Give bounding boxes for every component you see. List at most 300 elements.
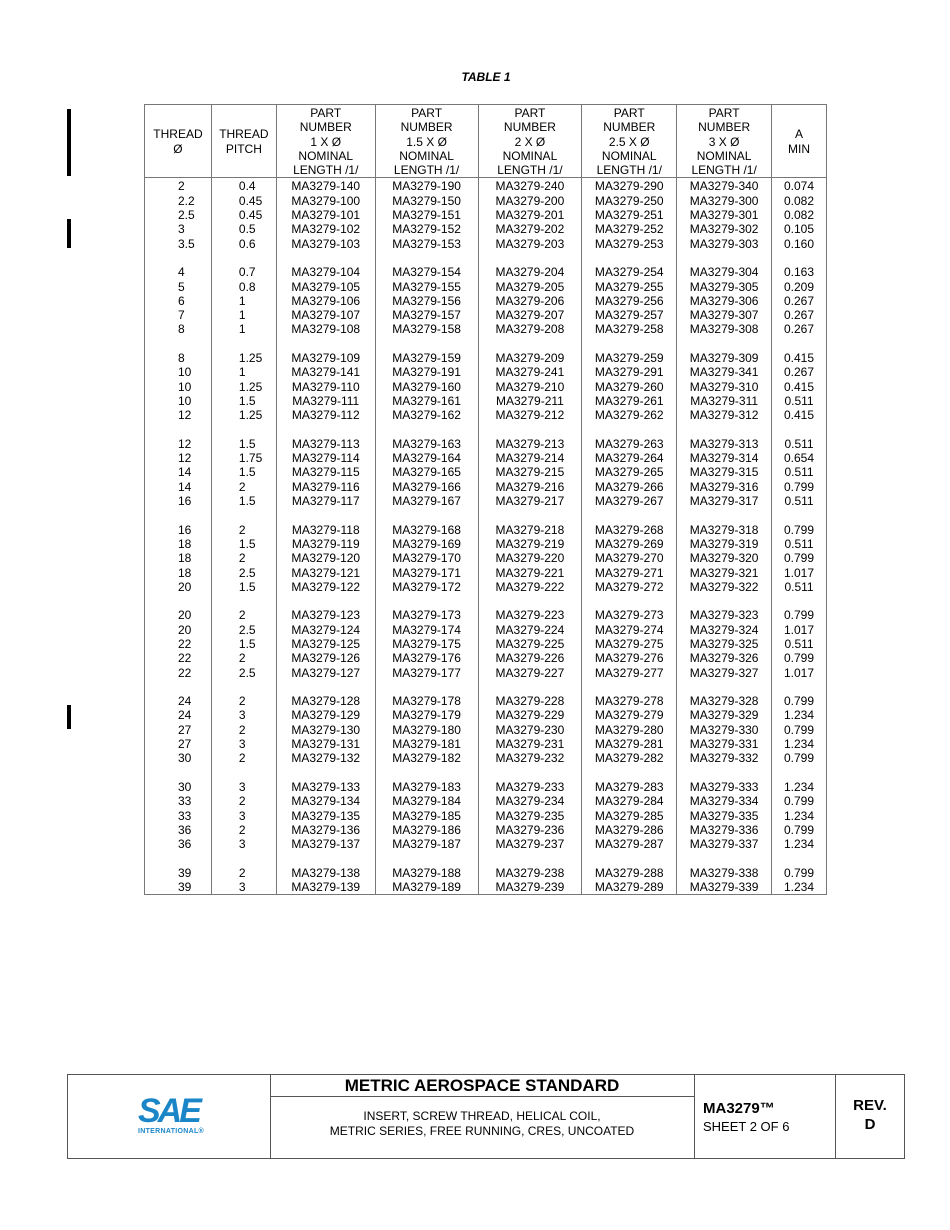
table-row — [145, 794, 827, 808]
spacer-cell — [145, 423, 212, 437]
spacer-cell — [772, 337, 827, 351]
cell-part-number-1-5x: MA3279-173 — [375, 608, 478, 622]
cell-thread-pitch: 1.5 — [211, 394, 276, 408]
cell-part-number-3x: MA3279-316 — [677, 480, 772, 494]
cell-thread-diameter: 10 — [145, 380, 212, 394]
cell-part-number-2-5x: MA3279-287 — [582, 837, 677, 851]
table-row — [145, 408, 827, 422]
cell-thread-diameter: 27 — [145, 723, 212, 737]
cell-part-number-1-5x: MA3279-189 — [375, 880, 478, 895]
cell-part-number-2-5x: MA3279-252 — [582, 222, 677, 236]
table-row — [145, 580, 827, 594]
table-row — [145, 809, 827, 823]
cell-thread-diameter: 30 — [145, 780, 212, 794]
cell-part-number-1x: MA3279-110 — [276, 380, 375, 394]
cell-thread-pitch: 2 — [211, 794, 276, 808]
cell-part-number-2x: MA3279-222 — [478, 580, 582, 594]
spacer-cell — [772, 680, 827, 694]
cell-part-number-1-5x: MA3279-180 — [375, 723, 478, 737]
cell-a-min: 0.511 — [772, 465, 827, 479]
description-line-1: INSERT, SCREW THREAD, HELICAL COIL, — [363, 1109, 601, 1123]
cell-thread-pitch: 1.25 — [211, 408, 276, 422]
cell-a-min: 0.415 — [772, 408, 827, 422]
table-row — [145, 437, 827, 451]
cell-part-number-1-5x: MA3279-172 — [375, 580, 478, 594]
cell-part-number-2x: MA3279-213 — [478, 437, 582, 451]
cell-part-number-1-5x: MA3279-157 — [375, 308, 478, 322]
cell-part-number-1x: MA3279-130 — [276, 723, 375, 737]
header-part-number-2x: PART NUMBER 2 X Ø NOMINAL LENGTH /1/ — [478, 105, 582, 178]
cell-part-number-1x: MA3279-106 — [276, 294, 375, 308]
cell-part-number-3x: MA3279-341 — [677, 365, 772, 379]
table-row — [145, 523, 827, 537]
sae-logo — [138, 1092, 205, 1135]
cell-thread-diameter: 18 — [145, 566, 212, 580]
table-row — [145, 551, 827, 565]
spacer-cell — [145, 508, 212, 522]
spacer-cell — [375, 508, 478, 522]
table-row — [145, 737, 827, 751]
spacer-cell — [276, 851, 375, 865]
spacer-cell — [582, 851, 677, 865]
table-row — [145, 265, 827, 279]
cell-part-number-3x: MA3279-330 — [677, 723, 772, 737]
cell-part-number-3x: MA3279-301 — [677, 208, 772, 222]
spacer-cell — [211, 851, 276, 865]
cell-a-min: 0.511 — [772, 537, 827, 551]
spacer-cell — [375, 594, 478, 608]
cell-part-number-2-5x: MA3279-267 — [582, 494, 677, 508]
cell-thread-pitch: 2 — [211, 694, 276, 708]
cell-part-number-1-5x: MA3279-153 — [375, 237, 478, 251]
cell-a-min: 1.234 — [772, 809, 827, 823]
table-row — [145, 280, 827, 294]
group-spacer — [145, 851, 827, 865]
cell-part-number-1x: MA3279-108 — [276, 322, 375, 336]
cell-thread-pitch: 2 — [211, 751, 276, 765]
cell-part-number-1x: MA3279-115 — [276, 465, 375, 479]
cell-part-number-1x: MA3279-109 — [276, 351, 375, 365]
cell-thread-diameter: 12 — [145, 437, 212, 451]
cell-part-number-2-5x: MA3279-279 — [582, 708, 677, 722]
cell-part-number-2x: MA3279-235 — [478, 809, 582, 823]
cell-thread-pitch: 0.4 — [211, 178, 276, 194]
table-row — [145, 194, 827, 208]
cell-part-number-2-5x: MA3279-277 — [582, 666, 677, 680]
cell-part-number-3x: MA3279-318 — [677, 523, 772, 537]
cell-part-number-1x: MA3279-137 — [276, 837, 375, 851]
spacer-cell — [582, 680, 677, 694]
cell-thread-diameter: 16 — [145, 494, 212, 508]
cell-part-number-2-5x: MA3279-286 — [582, 823, 677, 837]
table-row — [145, 608, 827, 622]
table-row — [145, 537, 827, 551]
cell-part-number-2-5x: MA3279-270 — [582, 551, 677, 565]
cell-part-number-2-5x: MA3279-271 — [582, 566, 677, 580]
spacer-cell — [772, 508, 827, 522]
cell-part-number-1-5x: MA3279-166 — [375, 480, 478, 494]
spacer-cell — [211, 594, 276, 608]
cell-part-number-2-5x: MA3279-281 — [582, 737, 677, 751]
spacer-cell — [211, 337, 276, 351]
cell-part-number-2-5x: MA3279-257 — [582, 308, 677, 322]
cell-a-min: 0.799 — [772, 551, 827, 565]
cell-a-min: 0.799 — [772, 866, 827, 880]
cell-part-number-2x: MA3279-202 — [478, 222, 582, 236]
cell-a-min: 0.799 — [772, 651, 827, 665]
cell-part-number-2-5x: MA3279-260 — [582, 380, 677, 394]
cell-thread-diameter: 33 — [145, 809, 212, 823]
cell-part-number-1x: MA3279-105 — [276, 280, 375, 294]
cell-part-number-2x: MA3279-203 — [478, 237, 582, 251]
cell-part-number-3x: MA3279-322 — [677, 580, 772, 594]
cell-part-number-1-5x: MA3279-176 — [375, 651, 478, 665]
cell-part-number-3x: MA3279-329 — [677, 708, 772, 722]
spacer-cell — [677, 680, 772, 694]
title-cell — [270, 1075, 695, 1158]
cell-part-number-2-5x: MA3279-280 — [582, 723, 677, 737]
cell-part-number-3x: MA3279-317 — [677, 494, 772, 508]
cell-thread-pitch: 0.7 — [211, 265, 276, 279]
cell-part-number-2x: MA3279-209 — [478, 351, 582, 365]
cell-part-number-2x: MA3279-206 — [478, 294, 582, 308]
cell-part-number-1x: MA3279-128 — [276, 694, 375, 708]
cell-part-number-2x: MA3279-219 — [478, 537, 582, 551]
description-line-2: METRIC SERIES, FREE RUNNING, CRES, UNCOATED — [329, 1124, 635, 1138]
cell-a-min: 0.267 — [772, 365, 827, 379]
cell-part-number-2-5x: MA3279-263 — [582, 437, 677, 451]
cell-part-number-1-5x: MA3279-184 — [375, 794, 478, 808]
spacer-cell — [478, 508, 582, 522]
cell-part-number-1x: MA3279-141 — [276, 365, 375, 379]
cell-thread-pitch: 1 — [211, 365, 276, 379]
cell-a-min: 1.234 — [772, 837, 827, 851]
cell-part-number-1x: MA3279-104 — [276, 265, 375, 279]
cell-thread-pitch: 1 — [211, 322, 276, 336]
spacer-cell — [145, 251, 212, 265]
header-thread-pitch: THREAD PITCH — [211, 105, 276, 178]
group-spacer — [145, 508, 827, 522]
cell-part-number-2x: MA3279-225 — [478, 637, 582, 651]
cell-thread-diameter: 4 — [145, 265, 212, 279]
cell-part-number-1-5x: MA3279-190 — [375, 178, 478, 194]
cell-part-number-2x: MA3279-229 — [478, 708, 582, 722]
cell-part-number-1-5x: MA3279-183 — [375, 780, 478, 794]
cell-a-min: 0.082 — [772, 208, 827, 222]
header-part-number-3x: PART NUMBER 3 X Ø NOMINAL LENGTH /1/ — [677, 105, 772, 178]
table-row — [145, 294, 827, 308]
spacer-cell — [478, 251, 582, 265]
spacer-cell — [276, 251, 375, 265]
cell-part-number-2-5x: MA3279-255 — [582, 280, 677, 294]
cell-part-number-2x: MA3279-220 — [478, 551, 582, 565]
cell-part-number-1x: MA3279-133 — [276, 780, 375, 794]
cell-thread-diameter: 16 — [145, 523, 212, 537]
cell-part-number-2-5x: MA3279-266 — [582, 480, 677, 494]
spacer-cell — [145, 680, 212, 694]
cell-part-number-1-5x: MA3279-155 — [375, 280, 478, 294]
cell-a-min: 0.209 — [772, 280, 827, 294]
spacer-cell — [276, 508, 375, 522]
cell-part-number-3x: MA3279-333 — [677, 780, 772, 794]
cell-part-number-1x: MA3279-107 — [276, 308, 375, 322]
cell-a-min: 0.799 — [772, 694, 827, 708]
cell-part-number-1-5x: MA3279-182 — [375, 751, 478, 765]
spacer-cell — [211, 766, 276, 780]
cell-part-number-1-5x: MA3279-171 — [375, 566, 478, 580]
cell-part-number-1x: MA3279-138 — [276, 866, 375, 880]
cell-thread-diameter: 18 — [145, 537, 212, 551]
cell-part-number-1-5x: MA3279-191 — [375, 365, 478, 379]
table-caption: TABLE 1 — [461, 70, 511, 84]
revision-bar — [67, 219, 71, 248]
cell-thread-pitch: 1.5 — [211, 465, 276, 479]
spacer-cell — [478, 766, 582, 780]
revision-cell — [836, 1075, 904, 1158]
cell-thread-diameter: 18 — [145, 551, 212, 565]
table-row — [145, 651, 827, 665]
cell-part-number-1-5x: MA3279-175 — [375, 637, 478, 651]
cell-part-number-1x: MA3279-131 — [276, 737, 375, 751]
cell-thread-diameter: 24 — [145, 708, 212, 722]
cell-thread-pitch: 1.5 — [211, 537, 276, 551]
cell-part-number-3x: MA3279-305 — [677, 280, 772, 294]
cell-thread-pitch: 2.5 — [211, 566, 276, 580]
cell-part-number-2x: MA3279-236 — [478, 823, 582, 837]
cell-thread-pitch: 2.5 — [211, 666, 276, 680]
revision-bar — [67, 109, 71, 176]
cell-part-number-1x: MA3279-121 — [276, 566, 375, 580]
cell-part-number-1-5x: MA3279-152 — [375, 222, 478, 236]
cell-thread-pitch: 1 — [211, 308, 276, 322]
spacer-cell — [375, 766, 478, 780]
spacer-cell — [478, 851, 582, 865]
cell-part-number-3x: MA3279-327 — [677, 666, 772, 680]
cell-part-number-2-5x: MA3279-253 — [582, 237, 677, 251]
cell-part-number-2-5x: MA3279-268 — [582, 523, 677, 537]
group-spacer — [145, 594, 827, 608]
cell-a-min: 1.234 — [772, 880, 827, 895]
cell-part-number-2x: MA3279-240 — [478, 178, 582, 194]
cell-thread-diameter: 14 — [145, 465, 212, 479]
cell-part-number-2-5x: MA3279-264 — [582, 451, 677, 465]
cell-part-number-1-5x: MA3279-162 — [375, 408, 478, 422]
cell-part-number-3x: MA3279-336 — [677, 823, 772, 837]
spacer-cell — [582, 251, 677, 265]
cell-part-number-3x: MA3279-338 — [677, 866, 772, 880]
cell-part-number-2-5x: MA3279-256 — [582, 294, 677, 308]
cell-part-number-3x: MA3279-312 — [677, 408, 772, 422]
cell-thread-diameter: 22 — [145, 651, 212, 665]
spacer-cell — [276, 680, 375, 694]
cell-a-min: 1.234 — [772, 708, 827, 722]
cell-part-number-2x: MA3279-230 — [478, 723, 582, 737]
spacer-cell — [772, 594, 827, 608]
spacer-cell — [375, 851, 478, 865]
cell-part-number-3x: MA3279-320 — [677, 551, 772, 565]
cell-part-number-2x: MA3279-214 — [478, 451, 582, 465]
cell-thread-pitch: 2 — [211, 608, 276, 622]
cell-part-number-2-5x: MA3279-262 — [582, 408, 677, 422]
table-row — [145, 465, 827, 479]
group-spacer — [145, 251, 827, 265]
cell-part-number-2-5x: MA3279-273 — [582, 608, 677, 622]
cell-part-number-1-5x: MA3279-188 — [375, 866, 478, 880]
cell-part-number-1x: MA3279-139 — [276, 880, 375, 895]
cell-part-number-2-5x: MA3279-251 — [582, 208, 677, 222]
document-number-cell — [695, 1075, 836, 1158]
table-row — [145, 178, 827, 194]
cell-part-number-3x: MA3279-328 — [677, 694, 772, 708]
cell-part-number-1x: MA3279-124 — [276, 623, 375, 637]
spacer-cell — [145, 851, 212, 865]
spacer-cell — [145, 337, 212, 351]
title-block — [67, 1074, 905, 1159]
cell-thread-pitch: 1.25 — [211, 380, 276, 394]
cell-thread-diameter: 20 — [145, 623, 212, 637]
table-row — [145, 208, 827, 222]
spacer-cell — [276, 594, 375, 608]
cell-part-number-3x: MA3279-313 — [677, 437, 772, 451]
logo-cell — [68, 1075, 271, 1158]
cell-thread-pitch: 3 — [211, 780, 276, 794]
cell-part-number-2x: MA3279-207 — [478, 308, 582, 322]
cell-thread-diameter: 2.5 — [145, 208, 212, 222]
cell-thread-pitch: 2 — [211, 866, 276, 880]
cell-thread-pitch: 3 — [211, 737, 276, 751]
cell-part-number-3x: MA3279-340 — [677, 178, 772, 194]
cell-a-min: 0.799 — [772, 794, 827, 808]
cell-part-number-1x: MA3279-114 — [276, 451, 375, 465]
table-row — [145, 480, 827, 494]
cell-part-number-3x: MA3279-307 — [677, 308, 772, 322]
cell-part-number-2x: MA3279-211 — [478, 394, 582, 408]
spacer-cell — [772, 423, 827, 437]
thread-insert-table — [144, 104, 827, 895]
table-body — [145, 178, 827, 895]
cell-part-number-1-5x: MA3279-178 — [375, 694, 478, 708]
cell-part-number-2x: MA3279-226 — [478, 651, 582, 665]
cell-thread-pitch: 2.5 — [211, 623, 276, 637]
cell-thread-pitch: 3 — [211, 837, 276, 851]
cell-part-number-2-5x: MA3279-275 — [582, 637, 677, 651]
cell-part-number-2-5x: MA3279-254 — [582, 265, 677, 279]
cell-thread-pitch: 2 — [211, 523, 276, 537]
cell-thread-diameter: 24 — [145, 694, 212, 708]
spacer-cell — [677, 508, 772, 522]
spacer-cell — [375, 680, 478, 694]
cell-part-number-1x: MA3279-101 — [276, 208, 375, 222]
cell-a-min: 0.105 — [772, 222, 827, 236]
header-a-min: A MIN — [772, 105, 827, 178]
cell-a-min: 0.799 — [772, 751, 827, 765]
spacer-cell — [375, 423, 478, 437]
cell-thread-diameter: 39 — [145, 866, 212, 880]
cell-part-number-2-5x: MA3279-288 — [582, 866, 677, 880]
cell-a-min: 1.017 — [772, 666, 827, 680]
cell-part-number-1x: MA3279-111 — [276, 394, 375, 408]
cell-a-min: 0.799 — [772, 723, 827, 737]
cell-part-number-2x: MA3279-208 — [478, 322, 582, 336]
spacer-cell — [677, 251, 772, 265]
spacer-cell — [145, 766, 212, 780]
cell-thread-pitch: 1.5 — [211, 437, 276, 451]
cell-part-number-1x: MA3279-132 — [276, 751, 375, 765]
cell-thread-pitch: 0.5 — [211, 222, 276, 236]
cell-part-number-2x: MA3279-215 — [478, 465, 582, 479]
cell-a-min: 1.234 — [772, 780, 827, 794]
cell-part-number-1-5x: MA3279-154 — [375, 265, 478, 279]
cell-part-number-2x: MA3279-218 — [478, 523, 582, 537]
cell-part-number-2-5x: MA3279-269 — [582, 537, 677, 551]
cell-thread-diameter: 2.2 — [145, 194, 212, 208]
spacer-cell — [211, 423, 276, 437]
spacer-cell — [375, 251, 478, 265]
group-spacer — [145, 337, 827, 351]
cell-part-number-2-5x: MA3279-250 — [582, 194, 677, 208]
spacer-cell — [582, 423, 677, 437]
cell-part-number-3x: MA3279-306 — [677, 294, 772, 308]
cell-part-number-1x: MA3279-112 — [276, 408, 375, 422]
cell-a-min: 0.511 — [772, 394, 827, 408]
cell-a-min: 0.267 — [772, 308, 827, 322]
cell-part-number-1-5x: MA3279-161 — [375, 394, 478, 408]
cell-thread-pitch: 1.25 — [211, 351, 276, 365]
cell-part-number-1x: MA3279-122 — [276, 580, 375, 594]
cell-part-number-2-5x: MA3279-261 — [582, 394, 677, 408]
cell-part-number-1x: MA3279-127 — [276, 666, 375, 680]
cell-part-number-1-5x: MA3279-158 — [375, 322, 478, 336]
table-row — [145, 494, 827, 508]
cell-part-number-2-5x: MA3279-283 — [582, 780, 677, 794]
cell-thread-pitch: 1.5 — [211, 494, 276, 508]
cell-thread-diameter: 5 — [145, 280, 212, 294]
cell-part-number-2x: MA3279-223 — [478, 608, 582, 622]
cell-thread-pitch: 0.45 — [211, 194, 276, 208]
revision-bar — [67, 705, 71, 729]
cell-part-number-2x: MA3279-224 — [478, 623, 582, 637]
header-part-number-2-5x: PART NUMBER 2.5 X Ø NOMINAL LENGTH /1/ — [582, 105, 677, 178]
spacer-cell — [276, 423, 375, 437]
cell-part-number-1-5x: MA3279-164 — [375, 451, 478, 465]
cell-part-number-2x: MA3279-217 — [478, 494, 582, 508]
table-row — [145, 222, 827, 236]
cell-part-number-2x: MA3279-201 — [478, 208, 582, 222]
spacer-cell — [582, 766, 677, 780]
cell-a-min: 1.017 — [772, 566, 827, 580]
cell-a-min: 1.017 — [772, 623, 827, 637]
cell-part-number-3x: MA3279-315 — [677, 465, 772, 479]
cell-a-min: 0.267 — [772, 322, 827, 336]
cell-part-number-2x: MA3279-237 — [478, 837, 582, 851]
cell-thread-diameter: 12 — [145, 408, 212, 422]
cell-part-number-2-5x: MA3279-258 — [582, 322, 677, 336]
cell-part-number-3x: MA3279-302 — [677, 222, 772, 236]
cell-thread-diameter: 3.5 — [145, 237, 212, 251]
cell-thread-diameter: 14 — [145, 480, 212, 494]
cell-thread-pitch: 1.5 — [211, 580, 276, 594]
spacer-cell — [582, 594, 677, 608]
cell-part-number-3x: MA3279-310 — [677, 380, 772, 394]
cell-part-number-1x: MA3279-129 — [276, 708, 375, 722]
cell-part-number-1x: MA3279-117 — [276, 494, 375, 508]
cell-part-number-2-5x: MA3279-259 — [582, 351, 677, 365]
cell-thread-pitch: 3 — [211, 809, 276, 823]
cell-part-number-2x: MA3279-205 — [478, 280, 582, 294]
cell-part-number-3x: MA3279-335 — [677, 809, 772, 823]
spacer-cell — [211, 251, 276, 265]
cell-part-number-1-5x: MA3279-174 — [375, 623, 478, 637]
